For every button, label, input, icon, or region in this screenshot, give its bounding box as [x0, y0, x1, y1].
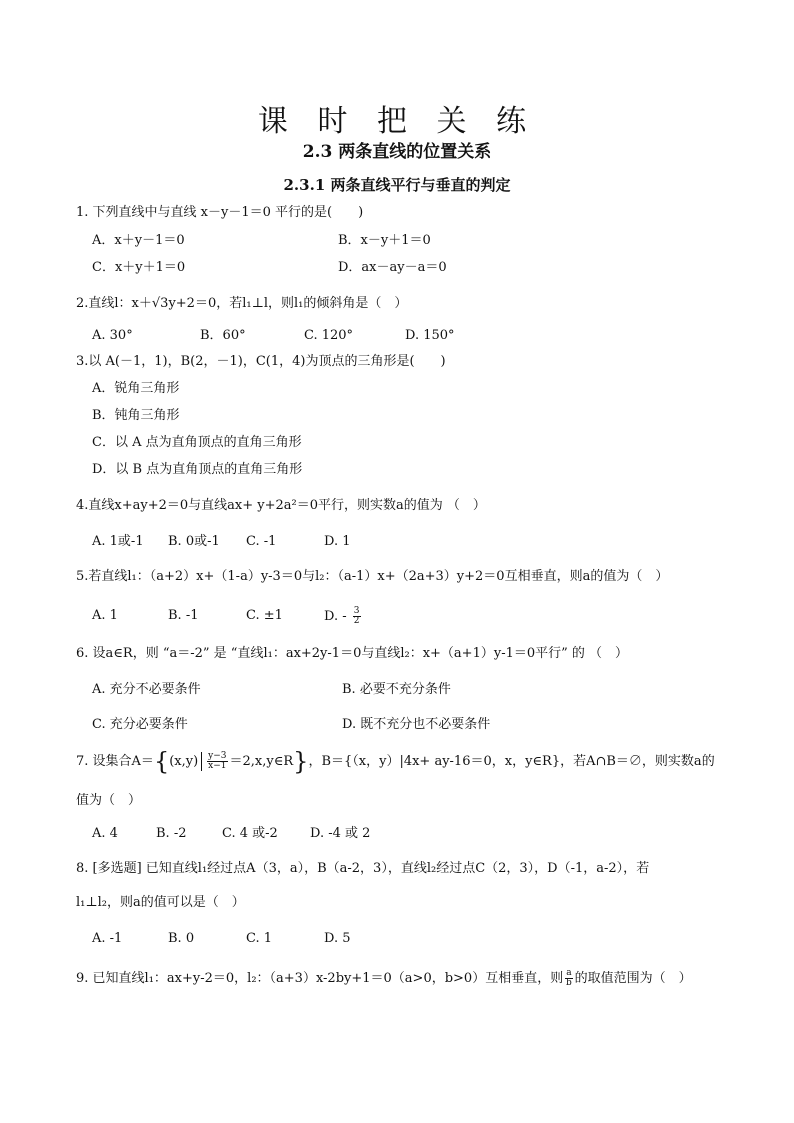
question-2-option-a: A. 30°	[92, 328, 133, 343]
question-6-option-d: D. 既不充分也不必要条件	[342, 717, 491, 732]
question-1-stem: 1. 下列直线中与直线 x－y－1＝0 平行的是( )	[76, 205, 364, 220]
question-2-option-c: C. 120°	[304, 328, 354, 343]
question-4-option-a: A. 1或-1	[92, 534, 144, 549]
fraction-denominator: b	[566, 978, 572, 988]
question-8-option-c: C. 1	[246, 931, 273, 946]
question-6-option-a: A. 充分不必要条件	[92, 682, 201, 697]
question-5-option-b: B. -1	[168, 608, 199, 623]
question-3-stem: 3.以 A(－1，1)，B(2，－1)，C(1，4)为顶点的三角形是( )	[76, 354, 446, 369]
question-5-stem: 5.若直线l₁：（a+2）x+（1-a）y-3＝0与l₂：（a-1）x+（2a+3）y+2＝0互相垂直，则a的值为（ ）	[76, 569, 669, 584]
question-4-stem: 4.直线x+ay+2＝0与直线ax+ y+2a²＝0平行，则实数a的值为 （ ）	[76, 498, 486, 513]
question-8-option-a: A. -1	[92, 931, 123, 946]
question-8-stem: 8. [多选题] 已知直线l₁经过点A（3，a），B（a-2，3），直线l₂经过点C（2，3），D（-1，a-2），若	[76, 861, 650, 876]
question-8-option-b: B. 0	[168, 931, 195, 946]
question-5-option-c: C. ±1	[246, 608, 283, 623]
question-7-option-b: B. -2	[156, 826, 187, 841]
question-2-stem: 2.直线l：x＋√3y+2＝0，若l₁⊥l，则l₁的倾斜角是（ ）	[76, 296, 408, 311]
left-brace: {	[153, 747, 170, 776]
question-6-option-c: C. 充分必要条件	[92, 717, 188, 732]
question-9-stem-start: 9. 已知直线l₁：ax+y-2＝0，l₂：（a+3）x-2by+1＝0（a>0，b>0）互相垂直，则	[76, 971, 564, 986]
question-7-option-c: C. 4 或-2	[222, 826, 278, 841]
question-1-option-b: B．x－y＋1＝0	[338, 233, 431, 248]
question-5-option-a: A. 1	[92, 608, 118, 623]
question-3-option-a: A．锐角三角形	[92, 381, 180, 396]
question-5-fraction	[353, 607, 361, 626]
question-2-option-b: B．60°	[200, 328, 246, 343]
question-4-option-b: B. 0或-1	[168, 534, 220, 549]
question-9-stem	[76, 969, 692, 988]
question-7-fraction	[207, 752, 227, 771]
question-7-stem-end: ，B＝{（x，y）|4x+ ay-16＝0，x，y∈R}，若A∩B＝∅，则实数a的	[308, 754, 715, 769]
fraction-denominator: x−1	[208, 761, 227, 771]
question-3-option-b: B．钝角三角形	[92, 408, 180, 423]
right-brace: }	[293, 747, 309, 776]
question-8-option-d: D. 5	[324, 931, 351, 946]
question-5-option-d	[324, 607, 363, 626]
question-1-option-c: C．x＋y＋1＝0	[92, 260, 186, 275]
question-4-option-c: C. -1	[246, 534, 277, 549]
question-7-stem-start: 7. 设集合A＝	[76, 754, 154, 769]
question-8-stem-line2: l₁⊥l₂，则a的值可以是（ ）	[76, 895, 245, 910]
page-title: 课 时 把 关 练	[257, 104, 537, 139]
question-9-fraction	[565, 969, 572, 988]
question-3-option-c: C．以 A 点为直角顶点的直角三角形	[92, 435, 302, 450]
question-6-option-b: B. 必要不充分条件	[342, 682, 451, 697]
fraction-numerator: a	[566, 968, 572, 978]
question-7-stem	[76, 747, 715, 776]
fraction-denominator: 2	[353, 616, 360, 626]
fraction-numerator: y−3	[208, 751, 227, 761]
section-title: 2.3 两条直线的位置关系	[302, 142, 492, 162]
question-4-option-d: D. 1	[324, 534, 351, 549]
set-a-condition-text: ＝2,x,y∈R	[229, 754, 294, 769]
question-3-option-d: D．以 B 点为直角顶点的直角三角形	[92, 462, 303, 477]
subsection-title: 2.3.1 两条直线平行与垂直的判定	[283, 176, 511, 194]
question-6-stem: 6. 设a∈R，则 “a＝-2” 是 “直线l₁：ax+2y-1＝0与直线l₂：x+（a+1）y-1＝0平行” 的 （ ）	[76, 646, 629, 661]
question-1-option-d: D．ax－ay－a＝0	[338, 260, 447, 275]
question-7-option-d: D. -4 或 2	[310, 826, 371, 841]
question-1-option-a: A．x＋y－1＝0	[92, 233, 185, 248]
question-2-option-d: D. 150°	[405, 328, 455, 343]
question-5-option-d-label: D. -	[324, 609, 347, 624]
question-7-stem-line2: 值为（ ）	[76, 793, 142, 808]
fraction-numerator: 3	[353, 606, 360, 616]
set-a-condition	[201, 752, 293, 771]
set-a-element: (x,y)	[169, 754, 199, 769]
question-9-stem-end: 的取值范围为（ ）	[574, 971, 692, 986]
question-7-option-a: A. 4	[92, 826, 118, 841]
